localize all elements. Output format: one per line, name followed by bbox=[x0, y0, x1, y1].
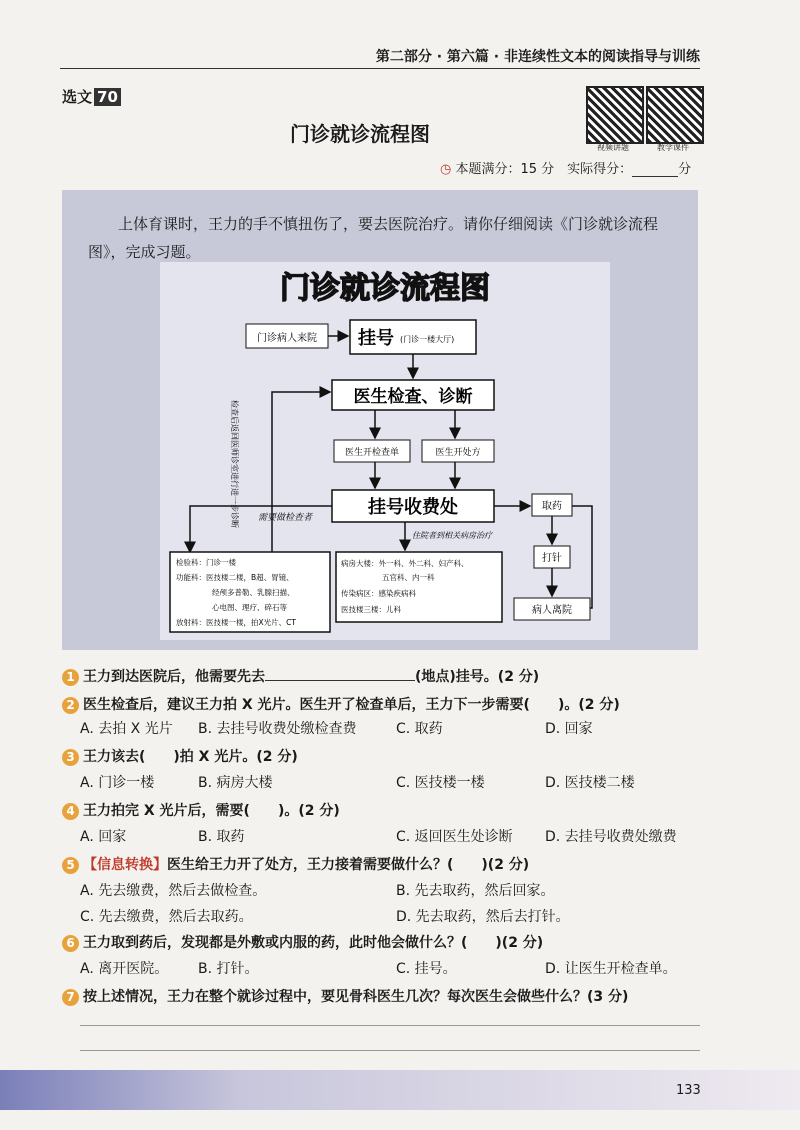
option[interactable]: C. 先去缴费，然后去取药。 bbox=[80, 909, 253, 925]
question-text: 王力拍完 X 光片后，需要( )。(2 分) bbox=[83, 803, 340, 819]
passage-tag-label: 选文 bbox=[62, 88, 93, 106]
intro-paragraph: 上体育课时，王力的手不慎扭伤了，要去医院治疗。请你仔细阅读《门诊就诊流程图》，完成习题。 bbox=[88, 215, 659, 261]
passage-tag bbox=[62, 86, 121, 106]
question-5 bbox=[62, 854, 529, 874]
flow-admit-note: 住院者到相关病房治疗 bbox=[412, 531, 492, 540]
question-3 bbox=[62, 746, 298, 766]
option[interactable]: A. 离开医院。 bbox=[80, 961, 169, 977]
answer-blank[interactable] bbox=[265, 668, 415, 681]
flow-exam-line: 检验科：门诊一楼 bbox=[176, 558, 236, 567]
flow-title: 门诊就诊流程图 bbox=[280, 271, 490, 306]
qr-code-icon bbox=[646, 86, 704, 144]
flow-exam-line: 心电图、理疗、碎石等 bbox=[212, 603, 287, 612]
flow-ward-line: 五官科、内一科 bbox=[382, 573, 435, 582]
passage-tag-number: 70 bbox=[94, 88, 121, 106]
qr-left-label: 视频讲题 bbox=[597, 143, 629, 152]
header-divider bbox=[60, 68, 700, 69]
score-blank bbox=[632, 164, 678, 177]
flow-arrive: 门诊病人来院 bbox=[257, 333, 317, 344]
option[interactable]: B. 病房大楼 bbox=[198, 775, 273, 791]
question-4 bbox=[62, 800, 340, 820]
flow-ward-line: 传染病区：感染疾病科 bbox=[341, 589, 416, 598]
flow-exam-line: 放射科：医技楼一楼，拍X光片、CT bbox=[176, 618, 296, 627]
score-text: 本题满分：15 分 实际得分： bbox=[455, 162, 633, 177]
question-6 bbox=[62, 932, 543, 952]
answer-line[interactable] bbox=[80, 1025, 700, 1026]
flow-ward-line: 病房大楼：外一科、外二科、妇产科、 bbox=[341, 559, 469, 568]
question-number: 1 bbox=[62, 669, 79, 686]
question-text: 按上述情况，王力在整个就诊过程中，要见骨科医生几次？每次医生会做些什么？(3 分) bbox=[83, 989, 629, 1005]
question-2 bbox=[62, 694, 620, 714]
flow-register: 挂号 bbox=[358, 328, 394, 349]
question-number: 7 bbox=[62, 989, 79, 1006]
question-label: 【信息转换】 bbox=[83, 857, 167, 873]
score-line bbox=[440, 158, 691, 177]
question-text: 医生检查后，建议王力拍 X 光片。医生开了检查单后，王力下一步需要( )。(2 分) bbox=[83, 697, 620, 713]
question-1 bbox=[62, 666, 539, 686]
option[interactable]: A. 先去缴费，然后去做检查。 bbox=[80, 883, 267, 899]
flow-need-exam: 需要做检查者 bbox=[258, 513, 313, 523]
question-text: 医生给王力开了处方，王力接着需要做什么？( )(2 分) bbox=[167, 857, 530, 873]
option[interactable]: D. 让医生开检查单。 bbox=[545, 961, 677, 977]
option[interactable]: B. 取药 bbox=[198, 829, 245, 845]
option[interactable]: C. 挂号。 bbox=[396, 961, 457, 977]
flowchart bbox=[160, 262, 610, 640]
section-header: 第二部分 · 第六篇 · 非连续性文本的阅读指导与训练 bbox=[375, 49, 700, 65]
option[interactable]: A. 去拍 X 光片 bbox=[80, 721, 173, 737]
page-title: 门诊就诊流程图 bbox=[290, 122, 430, 146]
question-number: 5 bbox=[62, 857, 79, 874]
flow-injection: 打针 bbox=[542, 553, 562, 564]
clock-icon: ◷ bbox=[440, 162, 452, 177]
question-number: 3 bbox=[62, 749, 79, 766]
flow-register-note: (门诊一楼大厅) bbox=[400, 335, 455, 344]
qr-code-icon bbox=[586, 86, 644, 144]
flow-exam-sheet: 医生开检查单 bbox=[344, 448, 400, 458]
answer-line[interactable] bbox=[80, 1050, 700, 1051]
flow-prescription: 医生开处方 bbox=[435, 448, 481, 458]
question-text: 王力到达医院后，他需要先去 bbox=[83, 669, 265, 685]
option[interactable]: C. 取药 bbox=[396, 721, 443, 737]
question-7 bbox=[62, 986, 628, 1006]
option[interactable]: B. 打针。 bbox=[198, 961, 259, 977]
flow-ward-line: 医技楼三楼：儿科 bbox=[341, 605, 401, 614]
flow-cashier: 挂号收费处 bbox=[368, 497, 458, 518]
question-tail: (地点)挂号。(2 分) bbox=[415, 669, 540, 685]
flow-medicine: 取药 bbox=[542, 501, 562, 512]
question-text: 王力取到药后，发现都是外敷或内服的药，此时他会做什么？( )(2 分) bbox=[83, 935, 544, 951]
option[interactable]: B. 先去取药，然后回家。 bbox=[396, 883, 555, 899]
option[interactable]: B. 去挂号收费处缴检查费 bbox=[198, 721, 357, 737]
question-number: 2 bbox=[62, 697, 79, 714]
score-unit: 分 bbox=[678, 162, 692, 177]
option[interactable]: D. 先去取药，然后去打针。 bbox=[396, 909, 570, 925]
flow-doctor: 医生检查、诊断 bbox=[353, 387, 473, 407]
question-text: 王力该去( )拍 X 光片。(2 分) bbox=[83, 749, 298, 765]
option[interactable]: D. 去挂号收费处缴费 bbox=[545, 829, 677, 845]
flow-side-note: 检查后返回医师诊室进行进一步诊断 bbox=[230, 400, 239, 528]
option[interactable]: C. 返回医生处诊断 bbox=[396, 829, 513, 845]
flow-exam-line: 经颅多普勒、乳腺扫描、 bbox=[212, 588, 295, 597]
page-number: 133 bbox=[676, 1083, 701, 1098]
question-number: 4 bbox=[62, 803, 79, 820]
option[interactable]: D. 医技楼二楼 bbox=[545, 775, 635, 791]
option[interactable]: D. 回家 bbox=[545, 721, 593, 737]
option[interactable]: A. 回家 bbox=[80, 829, 127, 845]
flow-exam-line: 功能科：医技楼二楼，B超、胃镜、 bbox=[176, 573, 294, 582]
option[interactable]: C. 医技楼一楼 bbox=[396, 775, 485, 791]
flow-leave: 病人离院 bbox=[532, 605, 572, 616]
option[interactable]: A. 门诊一楼 bbox=[80, 775, 155, 791]
question-number: 6 bbox=[62, 935, 79, 952]
qr-right-label: 教学课件 bbox=[657, 143, 689, 152]
